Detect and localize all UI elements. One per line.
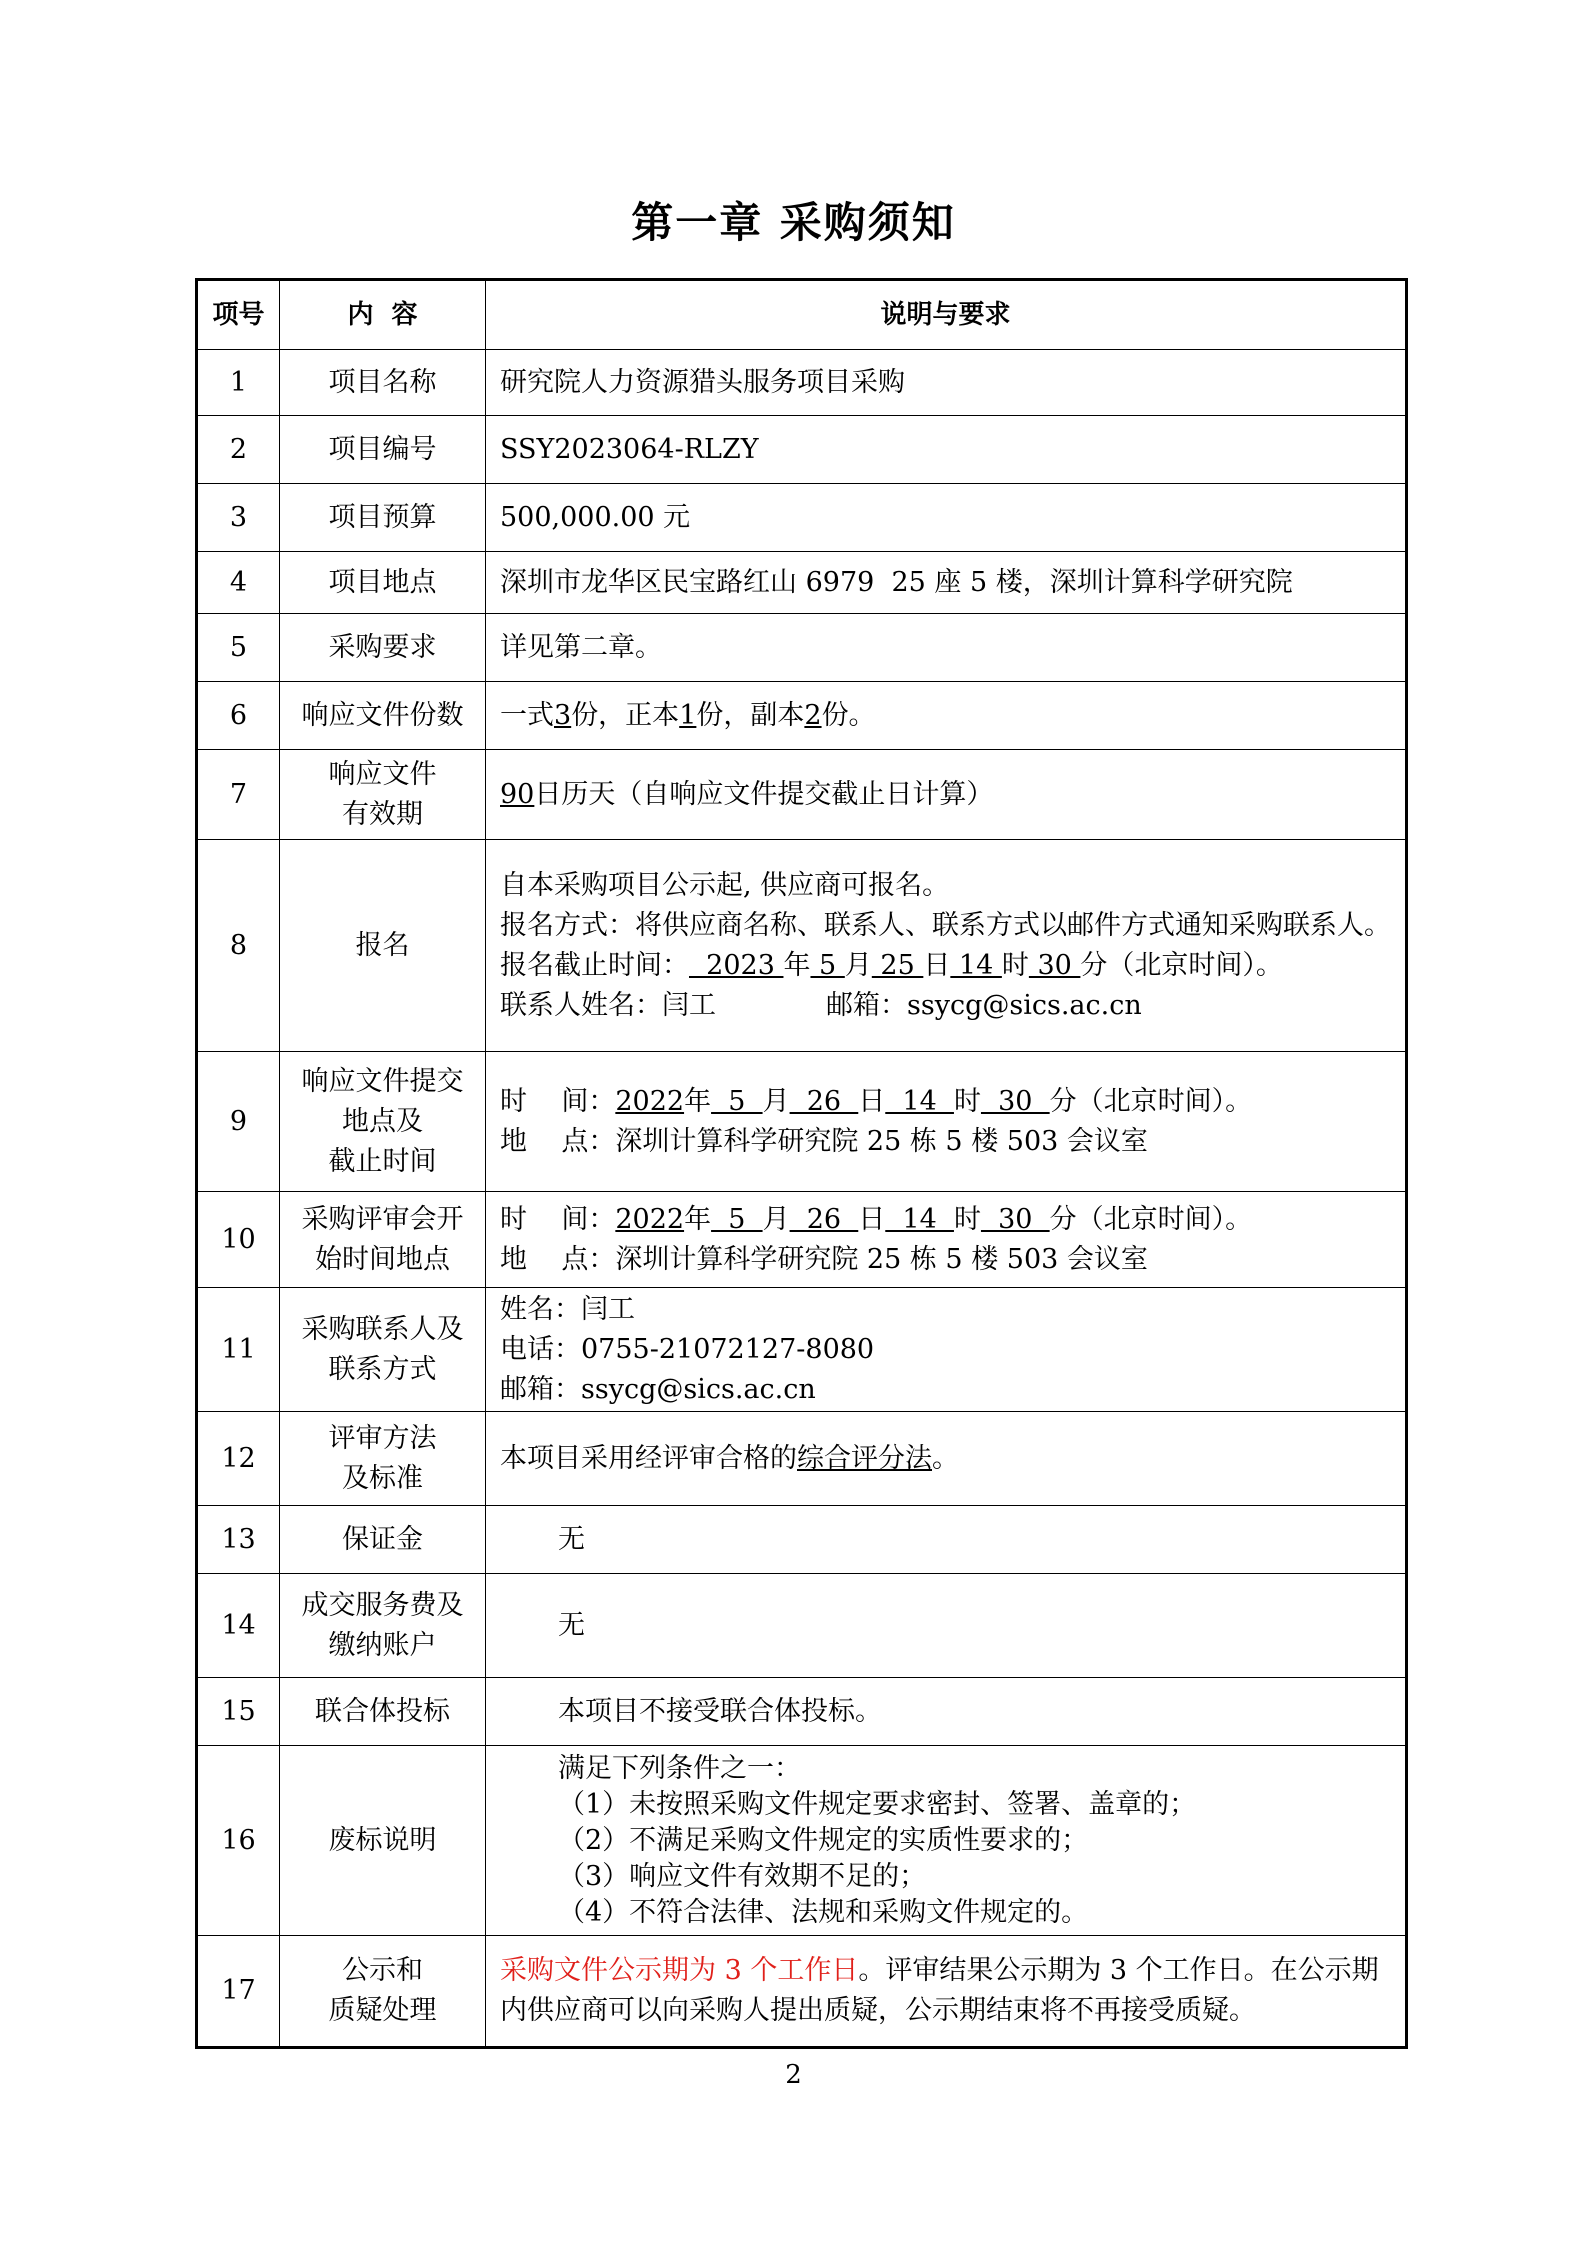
row-item — [280, 1192, 486, 1288]
time-month: 5 — [711, 1085, 763, 1117]
table-row — [197, 1192, 1407, 1288]
table-row — [197, 416, 1407, 484]
time-day: 26 — [789, 1203, 859, 1235]
text: 分（北京时间）。 — [1049, 1203, 1253, 1235]
item-line: 地点及 — [342, 1105, 423, 1137]
text: 分（北京时间）。 — [1080, 949, 1283, 981]
contact-phone: 电话：0755-21072127-8080 — [500, 1333, 875, 1365]
text: 报名截止时间： — [500, 949, 689, 981]
page-number: 2 — [785, 2060, 802, 2090]
text: 日历天（自响应文件提交截止日计算） — [534, 778, 994, 810]
row-no: 13 — [197, 1506, 280, 1574]
submission-place: 地 点：深圳计算科学研究院 25 栋 5 楼 503 会议室 — [500, 1125, 1148, 1157]
row-desc — [486, 1192, 1407, 1288]
evaluation-method: 综合评分法 — [797, 1442, 932, 1474]
item-line: 评审方法 — [328, 1422, 437, 1454]
item-line: 公示和 — [342, 1955, 423, 1986]
row-no: 12 — [197, 1412, 280, 1506]
time-hour: 14 — [885, 1203, 954, 1235]
row-item: 采购要求 — [280, 614, 486, 682]
row-desc: 500,000.00 元 — [486, 484, 1407, 552]
row-no: 6 — [197, 682, 280, 750]
row-desc — [486, 840, 1407, 1052]
contact-line — [500, 986, 1391, 1026]
validity-days: 90 — [500, 778, 535, 810]
row-desc — [486, 682, 1407, 750]
item-line: 采购联系人及 — [301, 1313, 464, 1345]
registration-deadline — [500, 946, 1391, 986]
row-item: 联合体投标 — [280, 1678, 486, 1746]
deadline-year: 2023 — [689, 949, 784, 981]
row-no: 17 — [197, 1936, 280, 2048]
review-place: 地 点：深圳计算科学研究院 25 栋 5 楼 503 会议室 — [500, 1243, 1148, 1275]
text: 。 — [932, 1442, 959, 1474]
row-no: 8 — [197, 840, 280, 1052]
item-line: 缴纳账户 — [328, 1629, 437, 1661]
item-line: 始时间地点 — [315, 1243, 450, 1275]
row-no: 3 — [197, 484, 280, 552]
desc-line: 自本采购项目公示起, 供应商可报名。 — [500, 869, 950, 901]
table-row — [197, 1052, 1407, 1192]
desc-line: （2）不满足采购文件规定的实质性要求的； — [558, 1824, 1089, 1856]
copies-original: 1 — [679, 699, 697, 731]
contact-name: 联系人姓名：闫工 — [500, 989, 716, 1021]
desc-line: （1）未按照采购文件规定要求密封、签署、盖章的； — [558, 1788, 1197, 1820]
item-line: 质疑处理 — [328, 1995, 437, 2026]
row-no: 4 — [197, 552, 280, 614]
table-row — [197, 614, 1407, 682]
row-desc — [486, 750, 1407, 840]
table-row — [197, 1678, 1407, 1746]
copies-duplicate: 2 — [804, 699, 822, 731]
text: 月 — [762, 1203, 790, 1235]
table-header-row — [197, 280, 1407, 350]
row-desc: 研究院人力资源猎头服务项目采购 — [486, 350, 1407, 416]
row-no: 10 — [197, 1192, 280, 1288]
row-no: 15 — [197, 1678, 280, 1746]
chapter-title: 第一章 采购须知 — [631, 198, 956, 247]
time-day: 26 — [789, 1085, 859, 1117]
text: 年 — [783, 949, 811, 981]
item-line: 采购评审会开 — [301, 1203, 464, 1235]
item-line: 联系方式 — [328, 1353, 437, 1385]
text: 日 — [923, 949, 951, 981]
row-desc: SSY2023064-RLZY — [486, 416, 1407, 484]
deadline-month: 5 — [810, 949, 845, 981]
row-no: 11 — [197, 1288, 280, 1412]
item-line: 响应文件提交 — [301, 1065, 464, 1097]
desc-line: 满足下列条件之一： — [558, 1752, 801, 1784]
text: 。评审结果公示期为 3 个工作日。在公示期内供应商可以向采购人提出质疑，公示期结束将不再接受质疑。 — [500, 1955, 1379, 2026]
item-line: 成交服务费及 — [301, 1589, 464, 1621]
submission-time — [500, 1082, 1391, 1122]
row-no: 5 — [197, 614, 280, 682]
row-item — [280, 1052, 486, 1192]
row-no: 16 — [197, 1746, 280, 1936]
header-no: 项号 — [197, 280, 280, 350]
row-desc: 详见第二章。 — [486, 614, 1407, 682]
desc-line: （3）响应文件有效期不足的； — [558, 1860, 927, 1892]
row-no: 2 — [197, 416, 280, 484]
time-year: 2022 — [615, 1203, 685, 1235]
table-row — [197, 750, 1407, 840]
contact-email: 邮箱：ssycg@sics.ac.cn — [500, 1373, 816, 1405]
table-row — [197, 1288, 1407, 1412]
text: 份，副本 — [696, 699, 805, 731]
contact-name: 姓名：闫工 — [500, 1293, 635, 1325]
row-no: 1 — [197, 350, 280, 416]
header-desc: 说明与要求 — [486, 280, 1407, 350]
deadline-day: 25 — [871, 949, 924, 981]
row-item: 保证金 — [280, 1506, 486, 1574]
table-row — [197, 484, 1407, 552]
desc-line: （4）不符合法律、法规和采购文件规定的。 — [558, 1896, 1089, 1928]
table-row — [197, 682, 1407, 750]
contact-email: 邮箱：ssycg@sics.ac.cn — [826, 989, 1142, 1021]
time-month: 5 — [711, 1203, 763, 1235]
row-item: 项目编号 — [280, 416, 486, 484]
table-row — [197, 350, 1407, 416]
review-time — [500, 1200, 1391, 1240]
time-year: 2022 — [615, 1085, 685, 1117]
text: 时 — [1001, 949, 1029, 981]
procurement-notice-table — [195, 278, 1408, 2049]
row-desc — [486, 1288, 1407, 1412]
text: 时 — [953, 1085, 981, 1117]
row-item: 报名 — [280, 840, 486, 1052]
item-line: 有效期 — [342, 798, 423, 830]
row-item — [280, 750, 486, 840]
text: 日 — [858, 1203, 886, 1235]
table-row — [197, 1412, 1407, 1506]
row-item: 项目地点 — [280, 552, 486, 614]
text: 年 — [684, 1203, 712, 1235]
row-item — [280, 1288, 486, 1412]
text: 月 — [762, 1085, 790, 1117]
row-item — [280, 1574, 486, 1678]
row-desc — [486, 1412, 1407, 1506]
publicity-period-highlight: 采购文件公示期为 3 个工作日 — [500, 1955, 859, 1986]
row-item: 废标说明 — [280, 1746, 486, 1936]
deadline-hour: 14 — [950, 949, 1002, 981]
row-desc — [486, 1052, 1407, 1192]
row-item: 项目名称 — [280, 350, 486, 416]
row-desc: 本项目不接受联合体投标。 — [486, 1678, 1407, 1746]
header-item: 内 容 — [280, 280, 486, 350]
row-desc: 无 — [486, 1506, 1407, 1574]
time-minute: 30 — [980, 1203, 1050, 1235]
deadline-minute: 30 — [1028, 949, 1081, 981]
item-line: 响应文件 — [328, 758, 437, 790]
text: 日 — [858, 1085, 886, 1117]
text: 本项目采用经评审合格的 — [500, 1442, 797, 1474]
table-row — [197, 1746, 1407, 1936]
row-desc: 深圳市龙华区民宝路红山 6979 25 座 5 楼，深圳计算科学研究院 — [486, 552, 1407, 614]
time-minute: 30 — [980, 1085, 1050, 1117]
row-no: 14 — [197, 1574, 280, 1678]
row-item: 项目预算 — [280, 484, 486, 552]
text: 份。 — [821, 699, 876, 731]
text: 时 间： — [500, 1085, 616, 1117]
row-desc — [486, 1746, 1407, 1936]
text: 份，正本 — [571, 699, 680, 731]
text: 时 间： — [500, 1203, 616, 1235]
table-row — [197, 552, 1407, 614]
table-row — [197, 1574, 1407, 1678]
item-line: 截止时间 — [328, 1145, 437, 1177]
text: 分（北京时间）。 — [1049, 1085, 1253, 1117]
row-no: 9 — [197, 1052, 280, 1192]
row-item: 响应文件份数 — [280, 682, 486, 750]
row-item — [280, 1412, 486, 1506]
row-desc: 无 — [486, 1574, 1407, 1678]
item-line: 及标准 — [342, 1462, 423, 1494]
table-row — [197, 1506, 1407, 1574]
time-hour: 14 — [885, 1085, 954, 1117]
text: 月 — [844, 949, 872, 981]
text: 年 — [684, 1085, 712, 1117]
row-no: 7 — [197, 750, 280, 840]
desc-line: 报名方式：将供应商名称、联系人、联系方式以邮件方式通知采购联系人。 — [500, 909, 1391, 941]
text: 一式 — [500, 699, 554, 731]
table-row — [197, 1936, 1407, 2048]
text: 时 — [953, 1203, 981, 1235]
row-item — [280, 1936, 486, 2048]
copies-total: 3 — [554, 699, 572, 731]
table-row — [197, 840, 1407, 1052]
row-desc — [486, 1936, 1407, 2048]
